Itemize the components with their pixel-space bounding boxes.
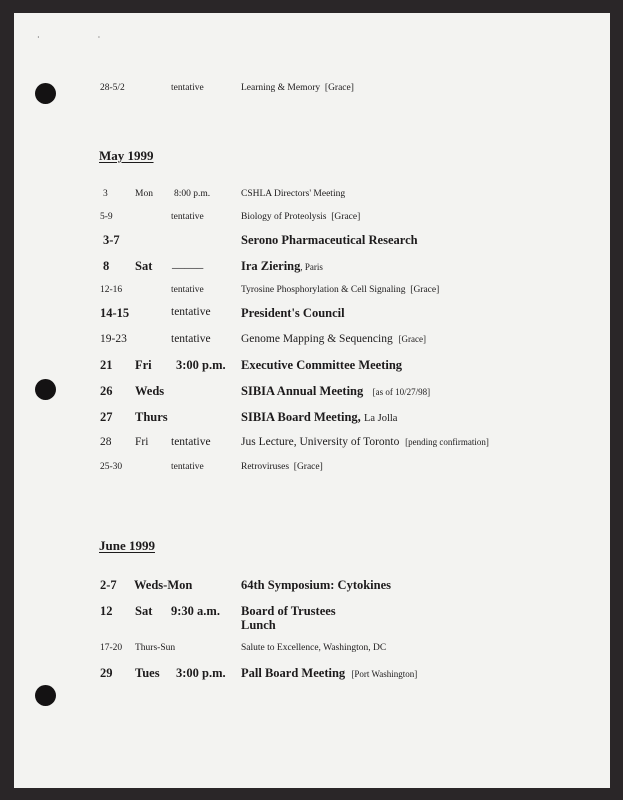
entry-note: , Paris — [300, 262, 323, 272]
entry-day: Thurs-Sun — [135, 643, 176, 653]
entry-event: Jus Lecture, University of Toronto — [241, 436, 400, 448]
entry-date: 29 — [100, 666, 113, 680]
entry-date: 12 — [100, 604, 113, 618]
entry-time: 3:00 p.m. — [176, 666, 226, 680]
entry-date: 17-20 — [100, 643, 123, 653]
document-page — [14, 13, 610, 788]
entry-note: [Grace] — [331, 212, 361, 222]
entry-time: tentative — [171, 333, 211, 345]
entry-date: 3-7 — [103, 233, 120, 247]
entry-time: tentative — [171, 462, 204, 472]
entry-time: tentative — [171, 285, 204, 295]
entry-event: Genome Mapping & Sequencing — [241, 333, 393, 345]
entry-date: 5-9 — [100, 212, 113, 222]
entry-event: Retroviruses — [241, 462, 290, 472]
entry-day: Mon — [135, 189, 153, 199]
entry-note: [Grace] — [398, 334, 426, 344]
entry-note: [as of 10/27/98] — [372, 387, 431, 397]
entry-date: 8 — [103, 259, 110, 273]
entry-time: 8:00 p.m. — [174, 189, 211, 199]
entry-event: Salute to Excellence, Washington, DC — [241, 643, 387, 653]
entry-event: 64th Symposium: Cytokines — [241, 578, 392, 592]
entry-event-line2: Lunch — [241, 618, 276, 632]
entry-day: Weds — [135, 384, 165, 398]
punch-hole-middle — [35, 379, 56, 400]
entry-note: [pending confirmation] — [405, 437, 489, 447]
entry-event: SIBIA Annual Meeting — [241, 384, 364, 398]
entry-event: Serono Pharmaceutical Research — [241, 233, 418, 247]
entry-date: 28 — [100, 436, 112, 448]
entry-event: Pall Board Meeting — [241, 666, 346, 680]
entry-date: 26 — [100, 384, 113, 398]
entry-day: Fri — [135, 358, 152, 372]
page-specks: · · — [37, 33, 129, 42]
entry-note: La Jolla — [363, 413, 398, 424]
entry-time: tentative — [171, 306, 211, 318]
entry-note: [Grace] — [324, 83, 354, 93]
entry-note: [Grace] — [293, 462, 323, 472]
entry-date: 25-30 — [100, 462, 123, 472]
entry-day: Thurs — [135, 410, 168, 424]
entry-date: 27 — [100, 410, 113, 424]
entry-date: 12-16 — [100, 285, 123, 295]
entry-date: 14-15 — [100, 306, 130, 320]
entry-note: [Grace] — [410, 285, 440, 295]
entry-event: Biology of Proteolysis — [241, 212, 327, 222]
entry-time: 9:30 a.m. — [171, 604, 220, 618]
entry-note: [Port Washington] — [351, 669, 418, 679]
entry-time-blank: _____ — [172, 256, 204, 270]
entry-date: 3 — [103, 189, 108, 199]
entry-event: Learning & Memory — [241, 83, 321, 93]
entry-event: Tyrosine Phosphorylation & Cell Signaling — [241, 285, 406, 295]
entry-day: Sat — [135, 604, 153, 618]
entry-time: tentative — [171, 436, 211, 448]
entry-day: Weds-Mon — [134, 578, 193, 592]
entry-status: tentative — [171, 83, 204, 93]
entry-time: tentative — [171, 212, 204, 222]
month-heading-may: May 1999 — [99, 148, 154, 163]
entry-event: Board of Trustees — [241, 604, 336, 618]
entry-event: CSHLA Directors' Meeting — [241, 189, 346, 199]
punch-hole-top — [35, 83, 56, 104]
entry-date: 2-7 — [100, 578, 117, 592]
punch-hole-bottom — [35, 685, 56, 706]
entry-event: Ira Ziering — [241, 259, 301, 273]
entry-time: 3:00 p.m. — [176, 358, 226, 372]
entry-event: SIBIA Board Meeting, — [241, 410, 361, 424]
entry-day: Tues — [135, 666, 160, 680]
entry-event: Executive Committee Meeting — [241, 358, 403, 372]
entry-day: Fri — [135, 436, 149, 448]
entry-date: 21 — [100, 358, 113, 372]
entry-date: 28-5/2 — [100, 83, 125, 93]
month-heading-june: June 1999 — [99, 538, 155, 553]
entry-day: Sat — [135, 259, 153, 273]
entry-date: 19-23 — [100, 333, 127, 345]
entry-event: President's Council — [241, 306, 345, 320]
